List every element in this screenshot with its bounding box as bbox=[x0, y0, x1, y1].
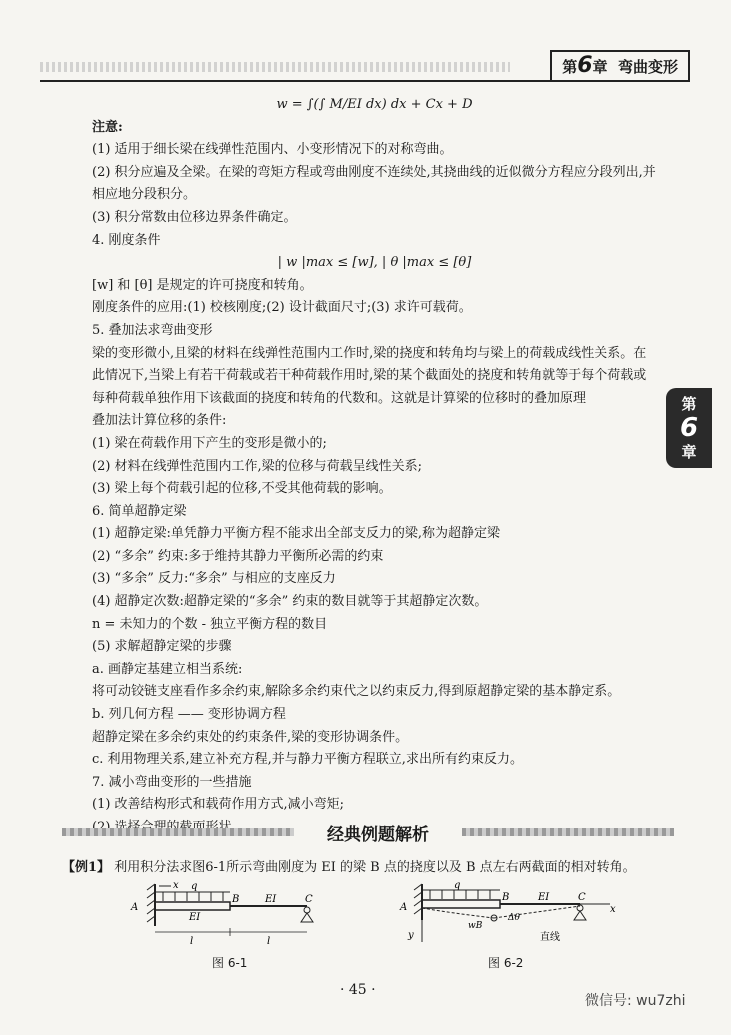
fig1-label-ei-right: EI bbox=[265, 894, 277, 905]
example-text: 利用积分法求图6-1所示弯曲刚度为 EI 的梁 B 点的挠度以及 B 点左右两截面的相对转角。 bbox=[114, 860, 636, 875]
fig1-label-l1: l bbox=[190, 936, 194, 947]
fig1-wall-hatch bbox=[147, 884, 155, 922]
step-a-text: 将可动铰链支座看作多余约束,解除多余约束代之以约束反力,得到原超静定梁的基本静定系。 bbox=[92, 684, 621, 700]
fig1-label-b: B bbox=[232, 894, 240, 905]
wechat-watermark: 微信号: wu7zhi bbox=[585, 993, 686, 1009]
fig2-label-x: x bbox=[610, 904, 616, 915]
section-6-line-2: (2) “多余” 约束:多于维持其静力平衡所必需的约束 bbox=[92, 548, 384, 564]
section-6-line-1: (1) 超静定梁:单凭静力平衡方程不能求出全部支反力的梁,称为超静定梁 bbox=[92, 526, 501, 542]
step-b-text: 超静定梁在多余约束处的约束条件,梁的变形协调条件。 bbox=[92, 729, 409, 745]
fig2-label-b: B bbox=[502, 892, 510, 903]
fig2-label-q: q bbox=[454, 880, 461, 891]
divider-bar-right bbox=[462, 828, 674, 836]
side-tab-bottom: 章 bbox=[681, 443, 697, 461]
section-5-paragraph: 梁的变形微小,且梁的材料在线弹性范围内工作时,梁的挠度和转角均与梁上的荷载成线性关系。在此情况下,当梁上有若干荷载或若干种荷载作用时,梁的某个截面处的挠度和转角就等于每个荷载或每种荷载单独作用下该截面的挠度和转角的代数和。这就是计算梁的位移时的叠加原理 bbox=[92, 345, 647, 406]
formula-stiffness: | w |max ≤ [w], | θ |max ≤ [θ] bbox=[277, 255, 472, 271]
side-tab-top: 第 bbox=[681, 395, 697, 413]
fig2-label-dtheta: Δθ bbox=[508, 913, 520, 923]
fig2-load-arrows bbox=[430, 890, 490, 899]
fig1-label-x: x bbox=[173, 880, 179, 891]
step-a-title: a. 画静定基建立相当系统: bbox=[92, 661, 243, 677]
fig1-load-arrows bbox=[163, 892, 223, 901]
example-1 bbox=[62, 858, 674, 878]
chapter-prefix: 第 bbox=[562, 58, 578, 76]
fig2-wall-hatch bbox=[414, 884, 422, 914]
figure-6-1-caption: 图 6-1 bbox=[212, 956, 248, 970]
figure-6-2 bbox=[398, 880, 618, 950]
note-1: (1) 适用于细长梁在线弹性范围内、小变形情况下的对称弯曲。 bbox=[92, 142, 453, 158]
formula-deflection: w = ∫(∫ M/EI dx) dx + Cx + D bbox=[276, 97, 473, 112]
section-6-line-5: n = 未知力的个数 - 独立平衡方程的数目 bbox=[92, 616, 328, 632]
fig2-support-triangle bbox=[574, 911, 586, 920]
note-label: 注意: bbox=[92, 119, 123, 135]
fig1-label-a: A bbox=[131, 902, 139, 913]
page-number: · 45 · bbox=[340, 982, 376, 998]
fig2-label-wb: wB bbox=[468, 921, 483, 931]
section-6-line-6: (5) 求解超静定梁的步骤 bbox=[92, 639, 232, 655]
chapter-suffix: 章 bbox=[592, 58, 608, 76]
side-tab-number: 6 bbox=[679, 413, 699, 443]
chapter-title: 弯曲变形 bbox=[617, 58, 678, 76]
example-tag: 【例1】 bbox=[62, 860, 111, 875]
chapter-header-box bbox=[550, 50, 690, 82]
section-5-cond-1: (1) 梁在荷载作用下产生的变形是微小的; bbox=[92, 435, 327, 451]
figure-6-1 bbox=[125, 880, 325, 950]
note-2: (2) 积分应遍及全梁。在梁的弯矩方程或弯曲刚度不连续处,其挠曲线的近似微分方程应分段列出,并相应地分段积分。 bbox=[92, 164, 656, 203]
section-6-line-3: (3) “多余” 反力:“多余” 与相应的支座反力 bbox=[92, 571, 336, 587]
section-5-cond-title: 叠加法计算位移的条件: bbox=[92, 413, 227, 429]
fig2-label-line: 直线 bbox=[540, 932, 560, 943]
section-title: 经典例题解析 bbox=[298, 820, 458, 845]
fig2-deflection-curve bbox=[422, 908, 494, 918]
step-c-text: c. 利用物理关系,建立补充方程,并与静力平衡方程联立,求出所有约束反力。 bbox=[92, 752, 523, 768]
section-7-line-1: (1) 改善结构形式和载荷作用方式,减小弯矩; bbox=[92, 797, 345, 813]
note-3: (3) 积分常数由位移边界条件确定。 bbox=[92, 209, 297, 225]
page-header bbox=[40, 46, 690, 82]
fig1-label-l2: l bbox=[267, 936, 271, 947]
section-6-line-4: (4) 超静定次数:超静定梁的“多余” 约束的数目就等于其超静定次数。 bbox=[92, 594, 488, 610]
chapter-side-tab bbox=[666, 388, 712, 468]
section-5-cond-2: (2) 材料在线弹性范围内工作,梁的位移与荷载呈线性关系; bbox=[92, 458, 423, 474]
fig1-beam-left bbox=[155, 902, 230, 910]
fig2-label-c: C bbox=[578, 892, 586, 903]
chapter-number: 6 bbox=[577, 53, 593, 78]
fig1-label-ei-left: EI bbox=[189, 912, 201, 923]
figure-6-2-caption: 图 6-2 bbox=[488, 956, 524, 970]
header-decoration bbox=[40, 62, 510, 72]
step-b-title: b. 列几何方程 —— 变形协调方程 bbox=[92, 707, 286, 723]
section-5-title: 5. 叠加法求弯曲变形 bbox=[92, 322, 213, 338]
fig2-label-a: A bbox=[400, 902, 408, 913]
section-5-cond-3: (3) 梁上每个荷载引起的位移,不受其他荷载的影响。 bbox=[92, 481, 392, 497]
fig1-label-q: q bbox=[191, 881, 198, 892]
section-4-line-1: [w] 和 [θ] 是规定的许可挠度和转角。 bbox=[92, 277, 313, 293]
section-4-line-2: 刚度条件的应用:(1) 校核刚度;(2) 设计截面尺寸;(3) 求许可载荷。 bbox=[92, 300, 472, 316]
section-4-title: 4. 刚度条件 bbox=[92, 232, 161, 248]
section-7-title: 7. 减小弯曲变形的一些措施 bbox=[92, 774, 252, 790]
fig2-beam-left bbox=[422, 900, 500, 908]
section-6-title: 6. 简单超静定梁 bbox=[92, 503, 187, 519]
divider-bar-left bbox=[62, 828, 294, 836]
fig2-label-y: y bbox=[408, 930, 414, 941]
fig1-support-triangle bbox=[301, 913, 313, 922]
section-divider bbox=[62, 820, 674, 844]
fig2-label-ei: EI bbox=[538, 892, 550, 903]
fig1-label-c: C bbox=[305, 894, 313, 905]
fig2-straight-line bbox=[494, 906, 580, 918]
main-content bbox=[92, 94, 657, 840]
